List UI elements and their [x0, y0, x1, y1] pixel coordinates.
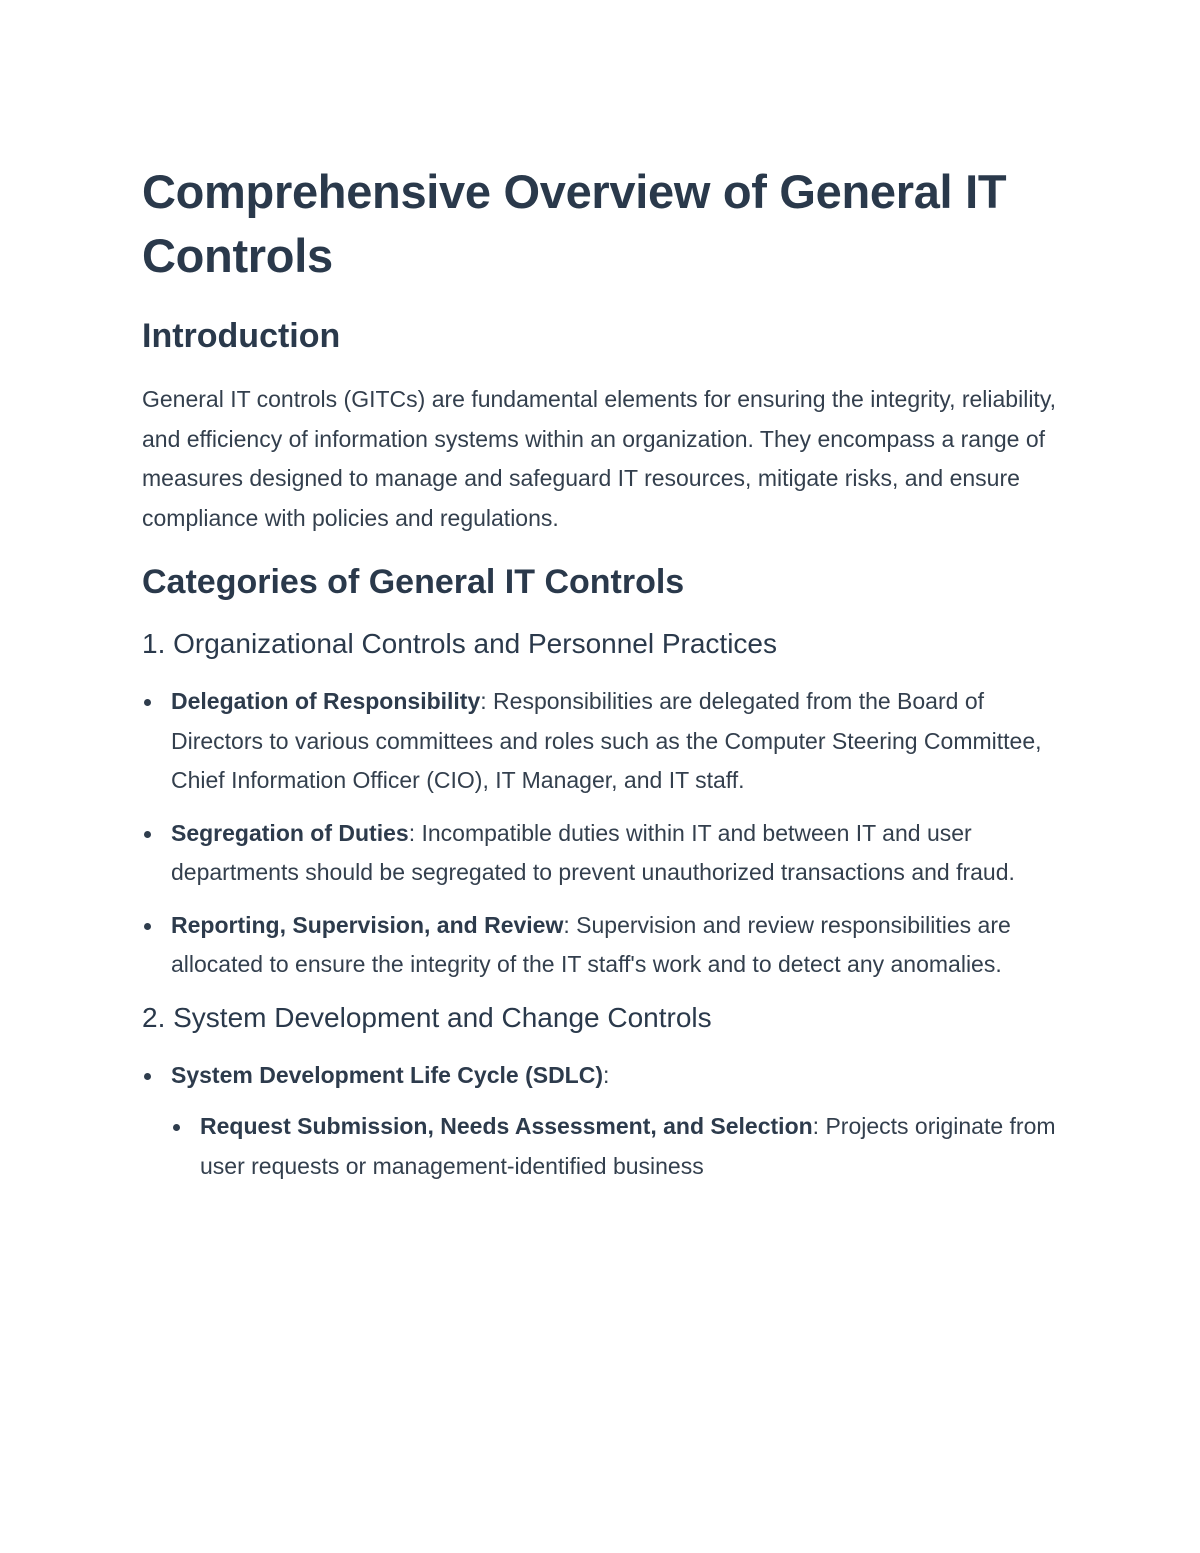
- list-item: [142, 814, 1072, 893]
- list-item-term: Segregation of Duties: [171, 819, 409, 846]
- section-1-heading: 1. Organizational Controls and Personnel Practices: [142, 628, 778, 659]
- document-page: [142, 160, 1072, 1199]
- introduction-paragraph: General IT controls (GITCs) are fundamental elements for ensuring the integrity, reliability, and efficiency of information systems within an organization. They encompass a range of measures designed to manage and safeguard IT resources, mitigate risks, and ensure compliance with policies and regulations.: [142, 386, 1057, 531]
- list-item: [142, 906, 1072, 985]
- introduction-heading: Introduction: [142, 317, 341, 355]
- list-item-text: : Incompatible duties within IT and between IT and user departments should be segregated to prevent unauthorized transactions and fraud.: [171, 819, 1015, 885]
- bullet-icon: [144, 699, 151, 706]
- list-item-term: System Development Life Cycle (SDLC): [171, 1061, 604, 1088]
- bullet-icon: [144, 831, 151, 838]
- sub-list-item: [171, 1107, 1072, 1186]
- sub-list-item-text: : Projects originate from user requests or management-identified business: [200, 1113, 1056, 1179]
- sub-list-item-term: Request Submission, Needs Assessment, and Selection: [200, 1113, 813, 1139]
- section-2-heading: 2. System Development and Change Controls: [142, 1001, 712, 1033]
- bullet-icon: [173, 1124, 180, 1131]
- list-item-term: Reporting, Supervision, and Review: [171, 911, 564, 938]
- list-item-text: : Responsibilities are delegated from the Board of Directors to various committees and roles such as the Computer Steering Committee, Chief Information Officer (CIO), IT Manager, and IT staff.: [171, 688, 1042, 793]
- list-item-text: :: [603, 1061, 610, 1088]
- document-title: Comprehensive Overview of General IT Controls: [142, 165, 1007, 282]
- categories-heading: Categories of General IT Controls: [142, 563, 685, 601]
- list-item-term: Delegation of Responsibility: [171, 688, 481, 714]
- section-1-list: [142, 682, 1072, 985]
- list-item: [142, 1056, 1072, 1187]
- bullet-icon: [144, 1073, 151, 1080]
- list-item: [142, 682, 1072, 801]
- section-2-list: [142, 1056, 1072, 1187]
- section-2-sublist: [171, 1107, 1072, 1186]
- bullet-icon: [144, 923, 151, 930]
- list-item-text: : Supervision and review responsibilities are allocated to ensure the integrity of the IT staff's work and to detect any anomalies.: [171, 911, 1011, 977]
